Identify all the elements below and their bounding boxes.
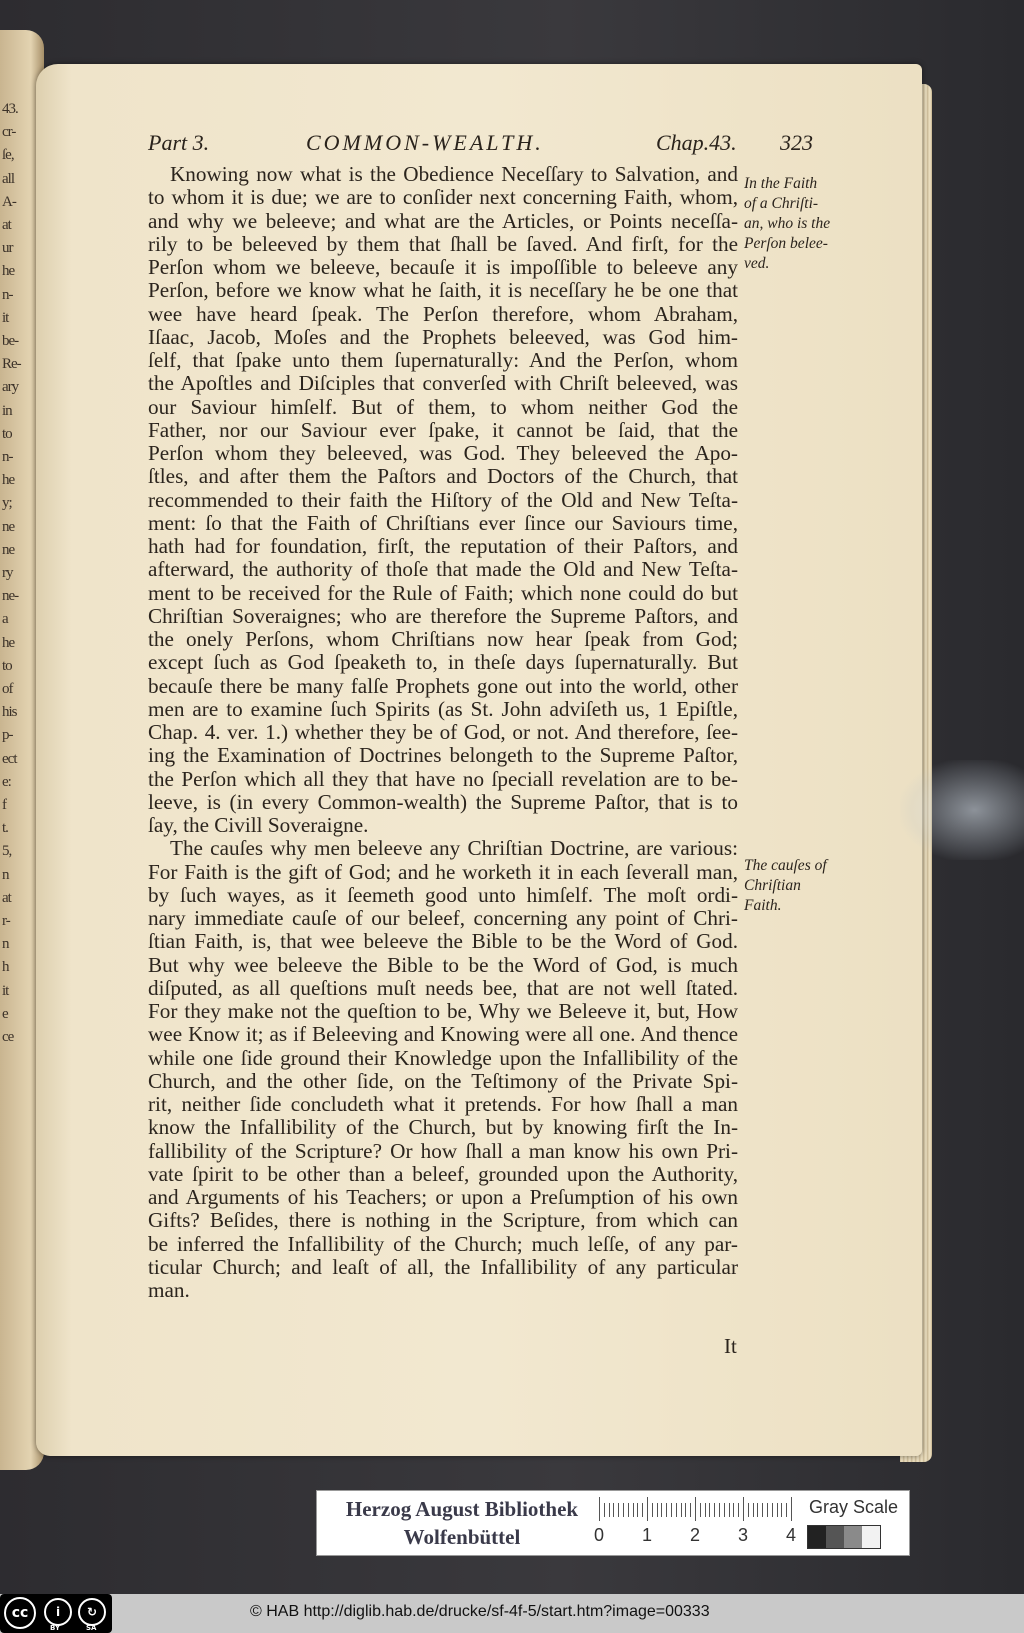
ruler-tick [695, 1497, 696, 1521]
ruler-tick [786, 1503, 787, 1517]
facing-page-fragment: his [2, 704, 17, 721]
text-line: hath had for foundation, firſt, the reputation of their Paſtors, and [148, 535, 738, 558]
text-line: ſelf, that ſpake unto them ſupernaturally: And the Perſon, whom [148, 349, 738, 372]
text-line: by ſuch wayes, as it ſeemeth good unto himſelf. The moſt ordi- [148, 883, 738, 907]
facing-page-fragment: ne- [2, 588, 19, 605]
footer-bar [0, 1594, 1024, 1633]
facing-page-fragment: all [2, 170, 14, 187]
margin-note-faith-person [744, 174, 844, 274]
ruler-tick [729, 1503, 730, 1517]
library-name [329, 1495, 595, 1551]
ruler-tick [705, 1503, 706, 1517]
facing-page-fragment: ne [2, 518, 15, 535]
ruler-number: 3 [737, 1525, 748, 1545]
text-line: diſputed, as all queſtions muſt needs bee, that are not well ſtated. [148, 976, 738, 1000]
facing-page-fragment: f [2, 797, 6, 813]
facing-page-fragment: ry [2, 565, 13, 581]
facing-page-fragment: ne [2, 541, 15, 558]
text-line: fallibility of the Scripture? Or how ſhall a man know his own Pri- [148, 1139, 738, 1163]
text-line: recommended to their faith the Hiſtory of the Old and New Teſta- [148, 488, 738, 512]
facing-page-fragment: it [2, 982, 9, 999]
facing-page-fragment: h [2, 959, 9, 976]
ruler-tick [753, 1503, 754, 1517]
gray-scale-title: Gray Scale [809, 1497, 899, 1517]
text-line: ment: ſo that the Faith of Chriſtians ever ſince our Saviours time, [148, 511, 738, 535]
margin-note-line: of a Chriſti- [744, 195, 819, 212]
facing-page-fragment: in [2, 402, 12, 419]
margin-note-line: Perſon belee- [744, 235, 828, 252]
text-line: nary immediate cauſe of our beleef, concerning any point of Chri- [148, 907, 738, 930]
facing-page-fragment: to [2, 425, 12, 442]
facing-page-fragment: e [2, 1005, 8, 1022]
text-line: while one ſide ground their Knowledge upon the Infallibility of the [148, 1046, 738, 1070]
ruler-tick [647, 1497, 648, 1521]
running-head [148, 130, 828, 160]
ruler-tick [661, 1503, 662, 1517]
facing-page-fragment: ect [2, 750, 17, 767]
text-line: Chriſtian Soveraignes; who are therefore the Supreme Paſtors, and [148, 604, 738, 628]
facing-page-fragment: r- [2, 913, 10, 929]
library-label [316, 1490, 910, 1556]
facing-page-fragment: at [2, 889, 11, 906]
facing-page-fragment: he [2, 263, 15, 280]
text-line: know the Infallibility of the Church, but by knowing firſt the In- [148, 1116, 738, 1140]
ruler-tick [642, 1503, 643, 1517]
text-line: Gifts? Beſides, there is nothing in the Scripture, from which can [148, 1209, 738, 1233]
text-line: The cauſes why men beleeve any Chriſtian Doctrine, are various: [170, 837, 738, 861]
text-line: afterward, the authority of thoſe that made the Old and New Teſta- [148, 558, 738, 582]
attribution-icon: i [44, 1598, 72, 1626]
text-line: the Apoſtles and Diſciples that converſed with Chriſt beleeved, was [148, 372, 738, 396]
gray-swatch [844, 1526, 862, 1548]
ruler-tick [613, 1503, 614, 1517]
text-line: to whom it is due; we are to conſider next concerning Faith, whom, [148, 186, 738, 210]
facing-page-fragment: n- [2, 449, 13, 465]
ruler-number: 2 [689, 1525, 700, 1545]
ruler-tick [781, 1503, 782, 1517]
ruler-tick [685, 1503, 686, 1517]
text-line: and Arguments of his Teachers; or upon a Preſumption of his own [148, 1186, 738, 1209]
facing-page-fragment: to [2, 657, 12, 674]
text-line: For they make not the queſtion to be, Why we Beleeve it, but, How [148, 1000, 738, 1023]
cc-icon: cc [4, 1597, 36, 1629]
facing-page-fragment: ur [2, 240, 13, 257]
text-line: But why wee beleeve the Bible to be the Word of God, is much [148, 953, 738, 977]
text-line: wee have heard ſpeak. The Perſon therefore, whom Abraham, [148, 302, 738, 326]
text-line: ſtian Faith, is, that wee beleeve the Bible to be the Word of God. [148, 930, 738, 954]
facing-page-fragment: 5, [2, 843, 12, 860]
facing-page-fragment: e: [2, 773, 11, 790]
cc-by-label: BY [50, 1624, 61, 1632]
facing-page-fragment: be- [2, 333, 19, 349]
ruler-tick [709, 1503, 710, 1517]
gray-swatch [862, 1526, 880, 1548]
running-head-title: COMMON-WEALTH. [306, 130, 544, 155]
text-line: be inferred the Infallibility of the Church; much leſſe, of any par- [148, 1232, 738, 1256]
ruler-tick [690, 1503, 691, 1517]
ruler-number: 1 [641, 1525, 652, 1545]
facing-page-fragment: t. [2, 820, 8, 837]
ruler-tick [714, 1503, 715, 1517]
facing-page-fragment: 43. [2, 101, 18, 117]
cc-sa-label: SA [86, 1624, 97, 1632]
margin-note-line: Faith. [744, 897, 782, 914]
gray-swatch [808, 1526, 826, 1548]
text-line: Perſon, before we know what he ſaith, it is neceſſary he be one that [148, 279, 738, 303]
body-text [148, 163, 738, 1302]
ruler-number: 4 [785, 1525, 796, 1545]
text-line: ment to be received for the Rule of Faith; which none could do but [148, 581, 738, 605]
ruler-tick [633, 1503, 634, 1517]
text-line: and why we beleeve; and what are the Articles, or Points neceſſa- [148, 209, 738, 233]
library-name-line2: Wolfenbüttel [403, 1525, 521, 1549]
margin-note-line: Chriſtian [744, 877, 801, 894]
text-line: Father, nor our Saviour ever ſpake, it cannot be ſaid, that the [148, 418, 738, 442]
facing-page-fragment: n [2, 866, 9, 883]
text-line: Knowing now what is the Obedience Neceſſary to Salvation, and [170, 163, 738, 186]
text-line: Perſon whom they beleeved, was God. They beleeved the Apo- [148, 442, 738, 465]
catchword: It [724, 1334, 737, 1358]
ruler-tick [604, 1503, 605, 1517]
text-line: rily to be beleeved by them that ſhall be ſaved. And firſt, for the [148, 232, 738, 256]
margin-note-line: In the Faith [744, 175, 818, 192]
page-number: 323 [780, 130, 813, 155]
facing-page-fragment: it [2, 309, 9, 326]
text-line: Chap. 4. ver. 1.) whether they be of God, or not. And therefore, ſee- [148, 721, 738, 744]
ruler-tick [666, 1503, 667, 1517]
text-line: our Saviour himſelf. But of them, to whom neither God the [148, 395, 738, 419]
ruler-tick [676, 1503, 677, 1517]
facing-page-fragment: y; [2, 495, 12, 512]
ruler-tick [652, 1503, 653, 1517]
ruler-tick [748, 1503, 749, 1517]
ruler-tick [599, 1497, 600, 1521]
ruler-tick [772, 1503, 773, 1517]
text-line: the Perſon which all they that have no ſpeciall revelation are to be- [148, 767, 738, 791]
text-line: Church, and the other ſide, on the Teſtimony of the Private Spi- [148, 1069, 738, 1093]
ruler-tick [762, 1503, 763, 1517]
text-line: rit, neither ſide concludeth what it pretends. For how ſhall a man [148, 1093, 738, 1116]
facing-page-fragment: A- [2, 193, 16, 210]
ruler-tick [681, 1503, 682, 1517]
margin-note-causes-of-faith [744, 856, 844, 916]
text-line: ſay, the Civill Soveraigne. [148, 814, 369, 837]
facing-page-fragment: n- [2, 286, 13, 303]
facing-page-fragment: n [2, 936, 9, 953]
text-line: vate ſpirit to be other than a beleef, grounded upon the Authority, [148, 1162, 738, 1186]
ruler-tick [623, 1503, 624, 1517]
facing-page-fragment: cr- [2, 124, 16, 141]
library-name-line1: Herzog August Bibliothek [345, 1497, 579, 1521]
running-head-chapter: Chap.43. [656, 130, 737, 155]
ruler-tick [628, 1503, 629, 1517]
ruler-tick [757, 1503, 758, 1517]
facing-page-fragment: ce [2, 1029, 14, 1045]
facing-page-fragment: ſe, [2, 147, 14, 164]
text-line: men are to examine ſuch Spirits (as St. John adviſeth us, 1 Epiſtle, [148, 697, 738, 721]
running-head-part: Part 3. [148, 130, 210, 155]
facing-page-fragment: a [2, 611, 8, 628]
gray-swatch [826, 1526, 844, 1548]
ruler-number: 0 [593, 1525, 604, 1545]
margin-note-line: ved. [744, 255, 770, 272]
ruler-tick [743, 1497, 744, 1521]
source-url[interactable]: © HAB http://diglib.hab.de/drucke/sf-4f-5/start.htm?image=00333 [250, 1603, 710, 1620]
facing-page-fragment: p- [2, 727, 13, 744]
text-line: wee Know it; as if Beleeving and Knowing were all one. And thence [148, 1023, 738, 1047]
ruler-tick [637, 1503, 638, 1517]
ruler-tick [618, 1503, 619, 1517]
share-alike-icon: ↻ [78, 1598, 106, 1626]
facing-page-fragment: at [2, 217, 11, 233]
ruler-tick [733, 1503, 734, 1517]
text-line: becauſe there be many falſe Prophets gone out into the world, other [148, 674, 738, 698]
text-line: leeve, is (in every Common-wealth) the Supreme Paſtor, that is to [148, 790, 738, 814]
facing-page-fragment: he [2, 472, 15, 489]
facing-page-fragment: of [2, 681, 13, 697]
scanner-glare [900, 760, 1024, 860]
facing-page-fragment: ary [2, 379, 19, 396]
ruler-tick [738, 1503, 739, 1517]
cc-license-badge[interactable] [0, 1594, 112, 1633]
ruler-tick [791, 1497, 792, 1521]
margin-note-line: The cauſes of [744, 857, 827, 874]
gray-scale-swatches [807, 1525, 881, 1549]
text-line: ing the Examination of Doctrines belongeth to the Supreme Paſtor, [148, 744, 738, 768]
text-line: Perſon whom we beleeve, becauſe it is impoſſible to beleeve any [148, 256, 738, 279]
text-line: ſtles, and after them the Paſtors and Doctors of the Church, that [148, 465, 738, 489]
ruler-tick [609, 1503, 610, 1517]
text-line: Iſaac, Jacob, Moſes and the Prophets beleeved, was God him- [148, 325, 738, 349]
ruler-tick [767, 1503, 768, 1517]
margin-note-line: an, who is the [744, 215, 831, 232]
facing-page-fragment: he [2, 634, 15, 651]
scale-ruler [593, 1495, 817, 1553]
ruler-tick [700, 1503, 701, 1517]
text-line: For Faith is the gift of God; and he worketh it in each ſeverall man, [148, 860, 738, 884]
ruler-tick [724, 1503, 725, 1517]
text-line: the onely Perſons, whom Chriſtians now hear ſpeak from God; [148, 628, 738, 651]
ruler-tick [671, 1503, 672, 1517]
text-line: except ſuch as God ſpeaketh to, in theſe days ſupernaturally. But [148, 651, 738, 675]
facing-page-fragment: Re- [2, 356, 21, 373]
ruler-tick [777, 1503, 778, 1517]
text-line: man. [148, 1279, 190, 1302]
ruler-tick [719, 1503, 720, 1517]
ruler-tick [657, 1503, 658, 1517]
text-line: ticular Church; and leaſt of all, the Infallibility of any particular [148, 1255, 738, 1279]
